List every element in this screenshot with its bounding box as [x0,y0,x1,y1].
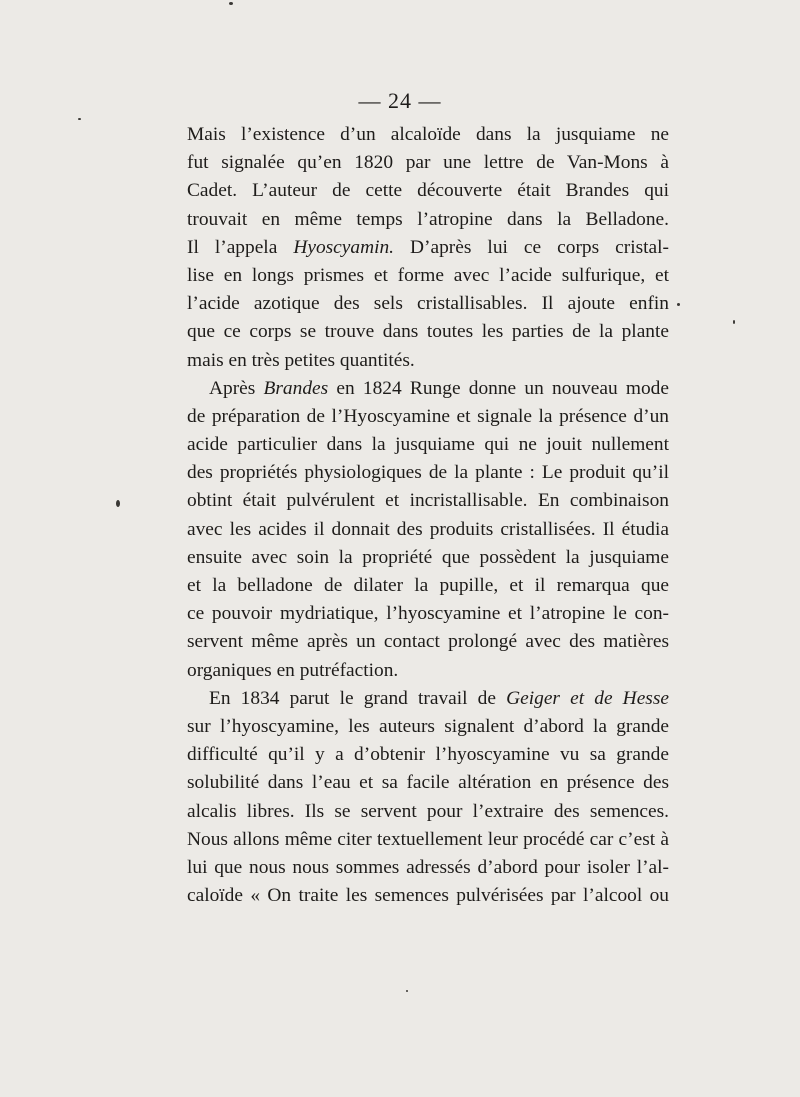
text-line: Mais l’existence d’un alcaloïde dans la jusquiame ne [187,124,669,145]
text-line: Il l’appela Hyoscyamin. D’après lui ce corps cristal- [187,236,669,258]
text-line: alcalis libres. Ils se servent pour l’extraire des semences. [187,800,669,822]
text-line: En 1834 parut le grand travail de Geiger et de Hesse [209,687,669,709]
text-line: mais en très petites quantités. [187,349,415,371]
scan-speck [677,303,680,306]
paragraph-3 [187,685,669,911]
text-line: de préparation de l’Hyoscyamine et signale la présence d’un [187,405,669,427]
text-line: que ce corps se trouve dans toutes les parties de la plante [187,321,669,343]
text-line: l’acide azotique des sels cristallisables. Il ajoute enfin [187,293,669,315]
body-text [187,121,669,910]
text-line: avec les acides il donnait des produits cristallisées. Il étudia [187,518,669,540]
paragraph-1 [187,121,669,375]
text-line: et la belladone de dilater la pupille, et il remarqua que [187,575,669,596]
italic-name: Geiger et de Hesse [506,687,669,709]
text-line: fut signalée qu’en 1820 par une lettre de Van-Mons à [187,152,669,174]
text-line: ce pouvoir mydriatique, l’hyoscyamine et l’atropine le con- [187,603,669,625]
text-line: sur l’hyoscyamine, les auteurs signalent d’abord la grande [187,715,669,737]
scan-speck [116,500,120,507]
scan-speck [78,118,81,120]
scan-speck [733,320,735,324]
scan-speck [229,2,233,5]
text-line: Nous allons même citer textuellement leur procédé car c’est à [187,828,669,850]
text-line: Après Brandes en 1824 Runge donne un nouveau mode [209,377,669,399]
paragraph-2 [187,375,669,685]
text-line: obtint était pulvérulent et incristallisable. En combinaison [187,490,669,512]
italic-name: Brandes [263,377,329,399]
text-line: Cadet. L’auteur de cette découverte était Brandes qui [187,180,669,202]
italic-name: Hyoscyamin. [293,236,395,258]
text-line: servent même après un contact prolongé avec des matières [187,631,669,653]
text-line: acide particulier dans la jusquiame qui ne jouit nullement [187,434,669,456]
text-line: trouvait en même temps l’atropine dans la Belladone. [187,208,669,230]
page-number: — 24 — [358,88,442,113]
text-line: lise en longs prismes et forme avec l’acide sulfurique, et [187,264,669,286]
text-line: organiques en putréfaction. [187,659,399,681]
text-line: difficulté qu’il y a d’obtenir l’hyoscyamine vu sa grande [187,744,669,766]
text-line: lui que nous nous sommes adressés d’abord pour isoler l’al- [187,856,669,878]
text-line: caloïde « On traite les semences pulvérisées par l’alcool ou [187,885,669,907]
text-line: des propriétés physiologiques de la plante : Le produit qu’il [187,462,669,484]
scan-speck [406,990,408,992]
text-line: ensuite avec soin la propriété que possèdent la jusquiame [187,546,669,568]
text-line: solubilité dans l’eau et sa facile altération en présence des [187,772,669,794]
